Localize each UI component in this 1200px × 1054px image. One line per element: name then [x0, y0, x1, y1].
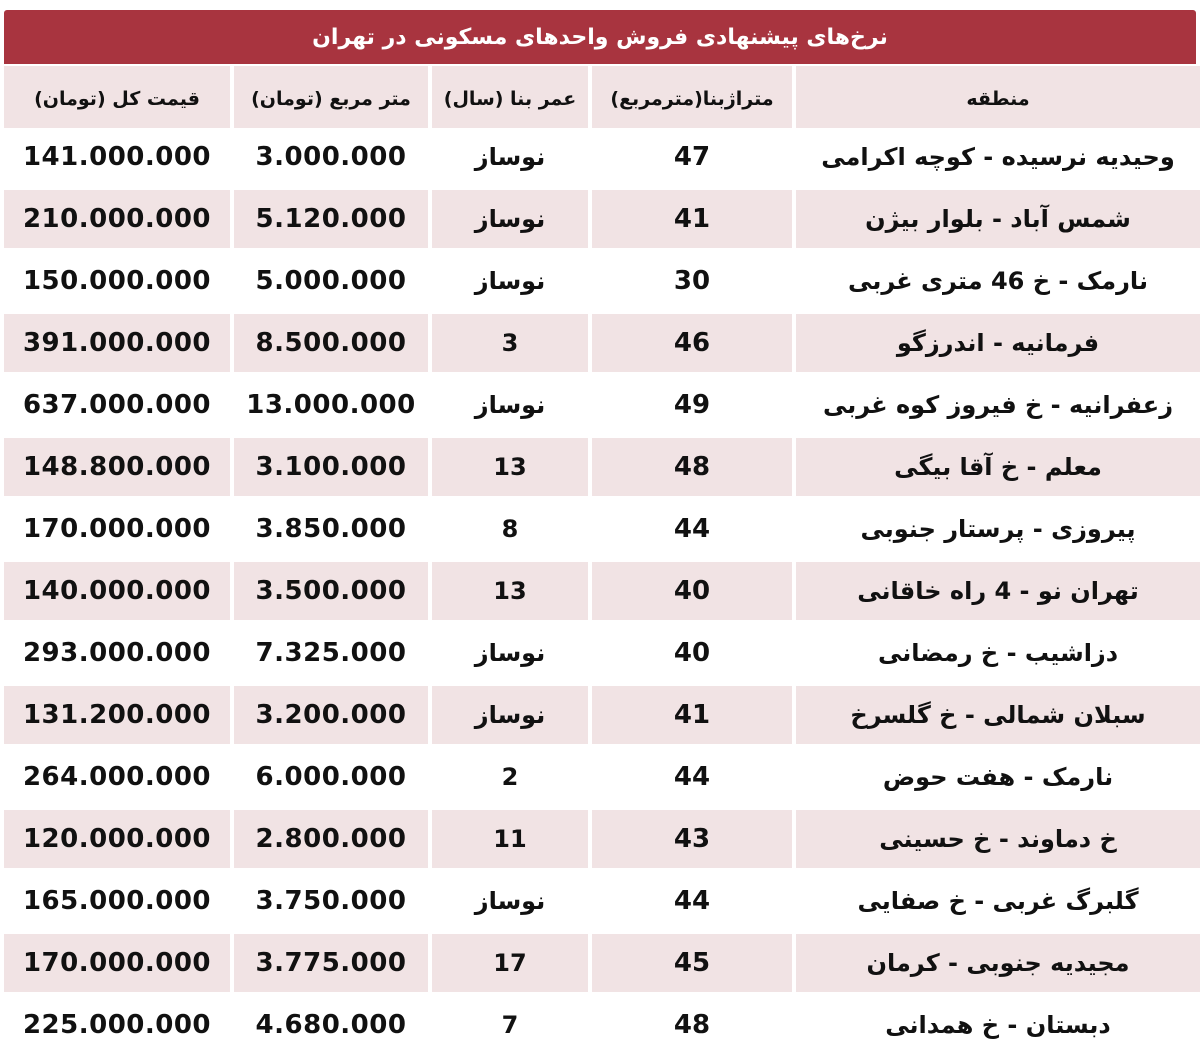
cell-price-per-meter: 5.000.000 [234, 252, 428, 310]
cell-total-price: 170.000.000 [4, 500, 230, 558]
table-title: نرخ‌های پیشنهادی فروش واحدهای مسکونی در تهران [4, 10, 1196, 64]
cell-building-age: 7 [432, 996, 588, 1054]
cell-price-per-meter: 3.000.000 [234, 128, 428, 186]
cell-area: 43 [592, 810, 792, 868]
cell-price-per-meter: 3.750.000 [234, 872, 428, 930]
cell-area: 45 [592, 934, 792, 992]
cell-region: معلم - خ آقا بیگی [796, 438, 1200, 496]
cell-total-price: 225.000.000 [4, 996, 230, 1054]
cell-price-per-meter: 13.000.000 [234, 376, 428, 434]
cell-region: نارمک - خ 46 متری غربی [796, 252, 1200, 310]
cell-total-price: 210.000.000 [4, 190, 230, 248]
cell-region: دبستان - خ همدانی [796, 996, 1200, 1054]
cell-building-age: 13 [432, 562, 588, 620]
cell-total-price: 170.000.000 [4, 934, 230, 992]
cell-region: نارمک - هفت حوض [796, 748, 1200, 806]
cell-area: 40 [592, 624, 792, 682]
cell-price-per-meter: 3.775.000 [234, 934, 428, 992]
cell-price-per-meter: 3.500.000 [234, 562, 428, 620]
cell-price-per-meter: 4.680.000 [234, 996, 428, 1054]
cell-building-age: نوساز [432, 190, 588, 248]
cell-area: 44 [592, 500, 792, 558]
cell-price-per-meter: 6.000.000 [234, 748, 428, 806]
cell-total-price: 141.000.000 [4, 128, 230, 186]
cell-region: شمس آباد - بلوار بیژن [796, 190, 1200, 248]
cell-price-per-meter: 3.200.000 [234, 686, 428, 744]
cell-building-age: نوساز [432, 376, 588, 434]
cell-region: سبلان شمالی - خ گلسرخ [796, 686, 1200, 744]
cell-building-age: نوساز [432, 872, 588, 930]
header-building-age: عمر بنا (سال) [432, 66, 588, 134]
cell-total-price: 637.000.000 [4, 376, 230, 434]
cell-area: 47 [592, 128, 792, 186]
cell-area: 44 [592, 748, 792, 806]
cell-total-price: 131.200.000 [4, 686, 230, 744]
cell-price-per-meter: 8.500.000 [234, 314, 428, 372]
cell-region: گلبرگ غربی - خ صفایی [796, 872, 1200, 930]
header-region: منطقه [796, 66, 1200, 134]
cell-price-per-meter: 7.325.000 [234, 624, 428, 682]
cell-price-per-meter: 3.850.000 [234, 500, 428, 558]
cell-area: 44 [592, 872, 792, 930]
cell-total-price: 120.000.000 [4, 810, 230, 868]
cell-building-age: 11 [432, 810, 588, 868]
cell-total-price: 391.000.000 [4, 314, 230, 372]
cell-area: 48 [592, 996, 792, 1054]
cell-total-price: 264.000.000 [4, 748, 230, 806]
cell-building-age: نوساز [432, 624, 588, 682]
cell-building-age: 17 [432, 934, 588, 992]
cell-region: پیروزی - پرستار جنوبی [796, 500, 1200, 558]
header-total-price: قیمت کل (تومان) [4, 66, 230, 134]
cell-price-per-meter: 2.800.000 [234, 810, 428, 868]
cell-region: فرمانیه - اندرزگو [796, 314, 1200, 372]
cell-building-age: 13 [432, 438, 588, 496]
cell-building-age: نوساز [432, 252, 588, 310]
cell-area: 41 [592, 190, 792, 248]
cell-area: 40 [592, 562, 792, 620]
cell-area: 30 [592, 252, 792, 310]
cell-region: وحیدیه نرسیده - کوچه اکرامی [796, 128, 1200, 186]
price-table [4, 66, 1196, 1054]
cell-area: 41 [592, 686, 792, 744]
cell-area: 46 [592, 314, 792, 372]
cell-total-price: 140.000.000 [4, 562, 230, 620]
cell-price-per-meter: 5.120.000 [234, 190, 428, 248]
cell-building-age: نوساز [432, 128, 588, 186]
cell-building-age: 2 [432, 748, 588, 806]
cell-total-price: 148.800.000 [4, 438, 230, 496]
cell-region: تهران نو - 4 راه خاقانی [796, 562, 1200, 620]
cell-total-price: 165.000.000 [4, 872, 230, 930]
cell-area: 48 [592, 438, 792, 496]
cell-building-age: نوساز [432, 686, 588, 744]
cell-total-price: 150.000.000 [4, 252, 230, 310]
cell-building-age: 3 [432, 314, 588, 372]
cell-price-per-meter: 3.100.000 [234, 438, 428, 496]
cell-region: خ دماوند - خ حسینی [796, 810, 1200, 868]
cell-building-age: 8 [432, 500, 588, 558]
cell-region: مجیدیه جنوبی - کرمان [796, 934, 1200, 992]
cell-area: 49 [592, 376, 792, 434]
header-area: متراژبنا(مترمربع) [592, 66, 792, 134]
header-price-per-meter: متر مربع (تومان) [234, 66, 428, 134]
cell-region: زعفرانیه - خ فیروز کوه غربی [796, 376, 1200, 434]
cell-region: دزاشیب - خ رمضانی [796, 624, 1200, 682]
cell-total-price: 293.000.000 [4, 624, 230, 682]
